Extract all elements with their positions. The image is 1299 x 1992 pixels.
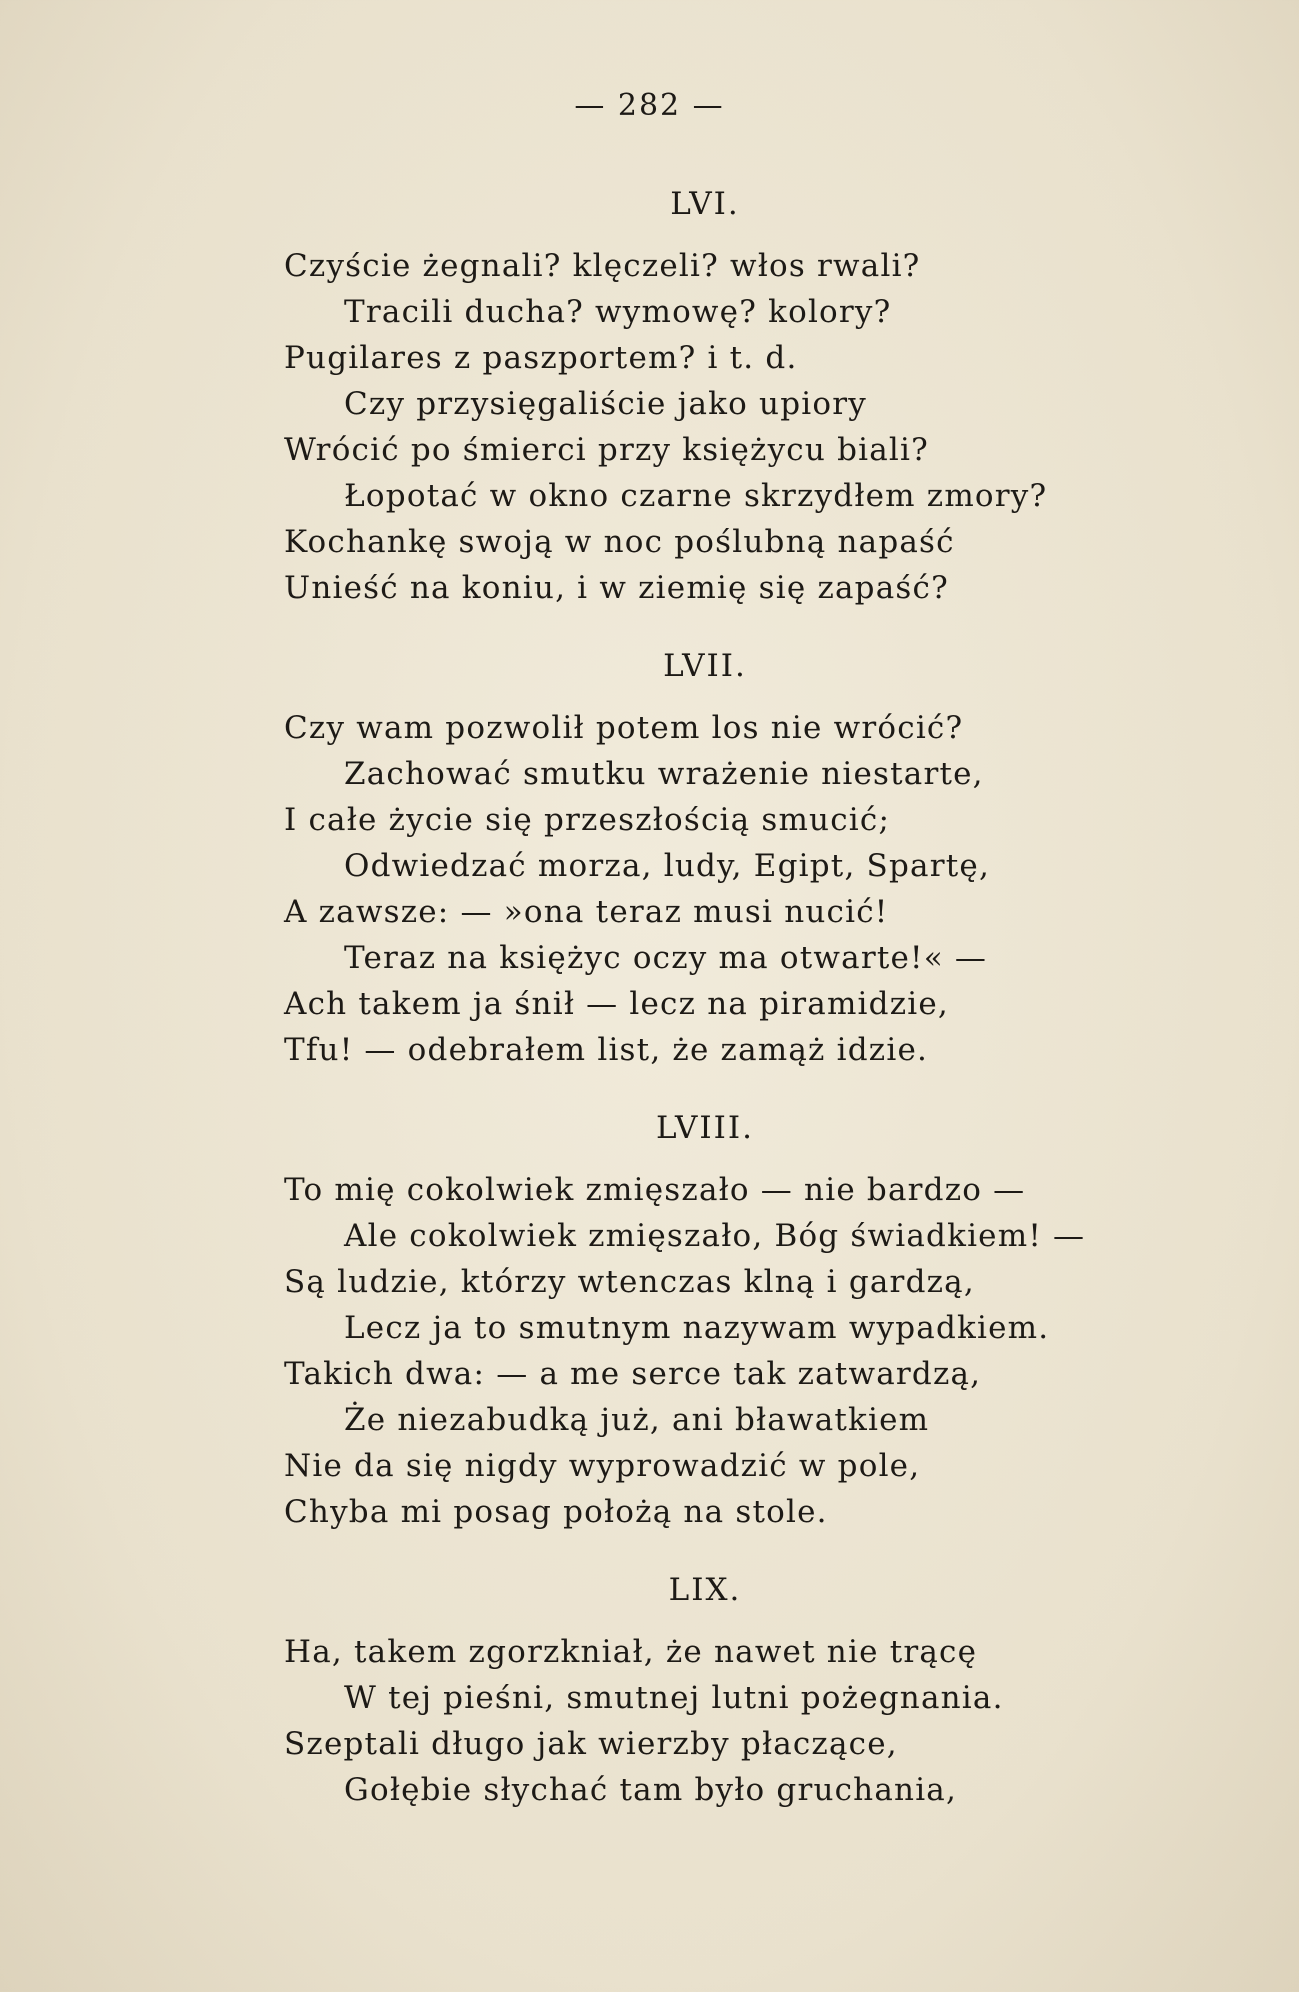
verse-line: Gołębie słychać tam było gruchania, [344, 1772, 958, 1808]
verse-line: To mię cokolwiek zmięszało — nie bardzo — [284, 1172, 1026, 1208]
verse-line: Tfu! — odebrałem list, że zamąż idzie. [284, 1032, 929, 1068]
verse-line: A zawsze: — »ona teraz musi nucić! [284, 894, 889, 930]
verse-line: Czy wam pozwolił potem los nie wrócić? [284, 710, 964, 746]
verse-line: Takich dwa: — a me serce tak zatwardzą, [284, 1356, 982, 1392]
verse-line: Pugilares z paszportem? i t. d. [284, 340, 798, 376]
verse-line: Lecz ja to smutnym nazywam wypadkiem. [344, 1310, 1050, 1346]
verse-line: Czy przysięgaliście jako upiory [344, 386, 867, 422]
verse-line: Wrócić po śmierci przy księżycu biali? [284, 432, 929, 468]
verse-line: Że niezabudką już, ani bławatkiem [344, 1402, 930, 1438]
verse-line: Czyście żegnali? klęczeli? włos rwali? [284, 248, 921, 284]
stanza-title-lix: LIX. [668, 1572, 742, 1608]
verse-line: Kochankę swoją w noc poślubną napaść [284, 524, 955, 560]
verse-line: Tracili ducha? wymowę? kolory? [344, 294, 892, 330]
stanza-title-lvii: LVII. [663, 648, 747, 684]
stanza-title-lvi: LVI. [670, 186, 740, 222]
verse-line: Odwiedzać morza, ludy, Egipt, Spartę, [344, 848, 990, 884]
verse-line: Ale cokolwiek zmięszało, Bóg świadkiem! — [344, 1218, 1086, 1254]
stanza-title-lviii: LVIII. [656, 1110, 754, 1146]
verse-line: Nie da się nigdy wyprowadzić w pole, [284, 1448, 921, 1484]
verse-line: Chyba mi posag położą na stole. [284, 1494, 828, 1530]
page-number: — 282 — [574, 88, 725, 123]
verse-line: Ha, takem zgorzkniał, że nawet nie trącę [284, 1634, 978, 1670]
verse-line: I całe życie się przeszłością smucić; [284, 802, 891, 838]
verse-line: Są ludzie, którzy wtenczas klną i gardzą, [284, 1264, 975, 1300]
verse-line: Zachować smutku wrażenie niestarte, [344, 756, 984, 792]
verse-line: W tej pieśni, smutnej lutni pożegnania. [344, 1680, 1004, 1716]
verse-line: Unieść na koniu, i w ziemię się zapaść? [284, 570, 949, 606]
verse-line: Łopotać w okno czarne skrzydłem zmory? [344, 478, 1048, 514]
verse-line: Ach takem ja śnił — lecz na piramidzie, [284, 986, 949, 1022]
verse-line: Teraz na księżyc oczy ma otwarte!« — [344, 940, 988, 976]
verse-line: Szeptali długo jak wierzby płaczące, [284, 1726, 898, 1762]
